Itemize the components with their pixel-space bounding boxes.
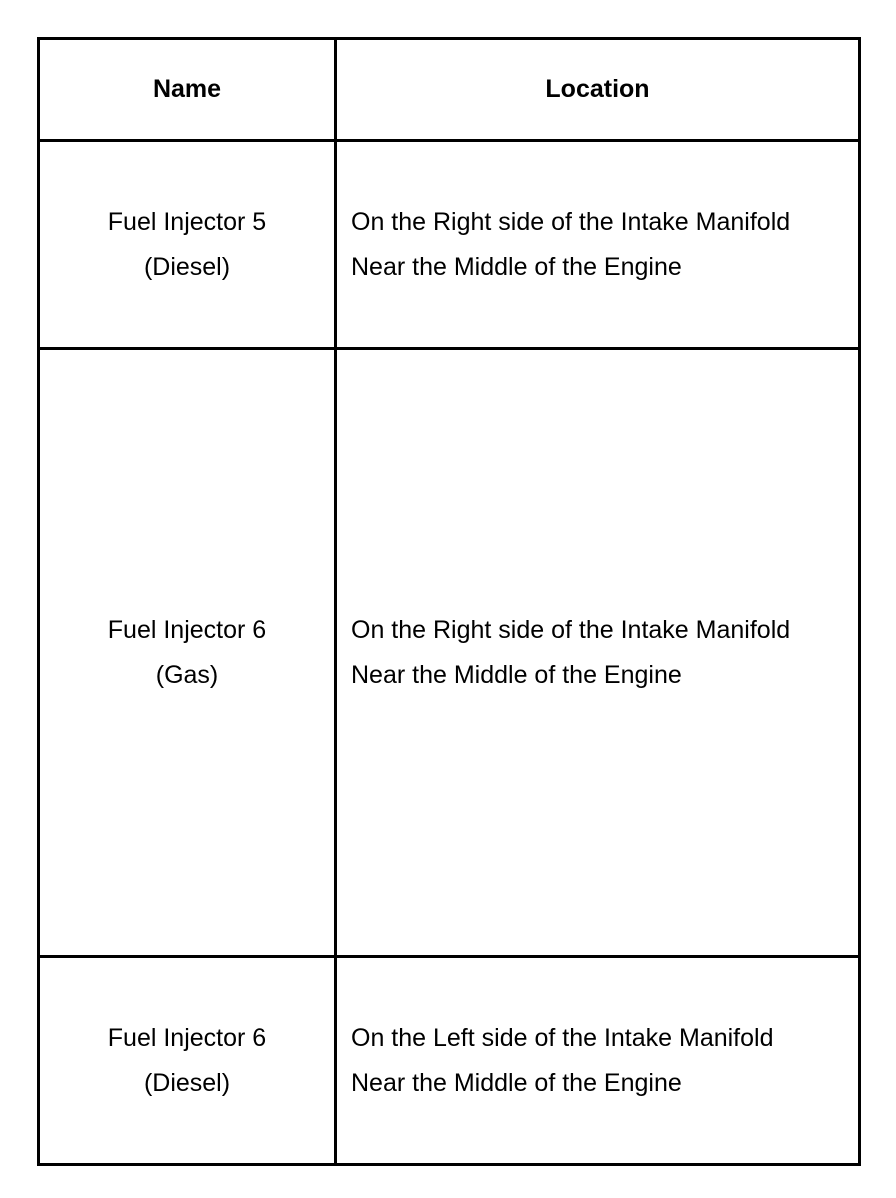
component-name-cell: [39, 349, 336, 957]
table-row: [39, 349, 860, 957]
component-name: Fuel Injector 6: [107, 615, 267, 644]
component-location: On the Right side of the Intake Manifold Near the Middle of the Engine: [336, 141, 860, 349]
component-location-table: [37, 37, 861, 1166]
table-header-row: [39, 39, 860, 141]
header-name: Name: [39, 39, 336, 141]
component-location: On the Left side of the Intake Manifold Near the Middle of the Engine: [336, 957, 860, 1165]
component-name-cell: [39, 141, 336, 349]
header-location: Location: [336, 39, 860, 141]
component-name: Fuel Injector 6: [107, 1023, 267, 1052]
component-name-cell: [39, 957, 336, 1165]
table-row: [39, 957, 860, 1165]
component-name: Fuel Injector 5: [107, 207, 267, 236]
table-row: [39, 141, 860, 349]
component-fuel-type: (Gas): [155, 660, 219, 689]
component-fuel-type: (Diesel): [143, 1068, 231, 1097]
component-fuel-type: (Diesel): [143, 252, 231, 281]
component-location: On the Right side of the Intake Manifold Near the Middle of the Engine: [336, 349, 860, 957]
